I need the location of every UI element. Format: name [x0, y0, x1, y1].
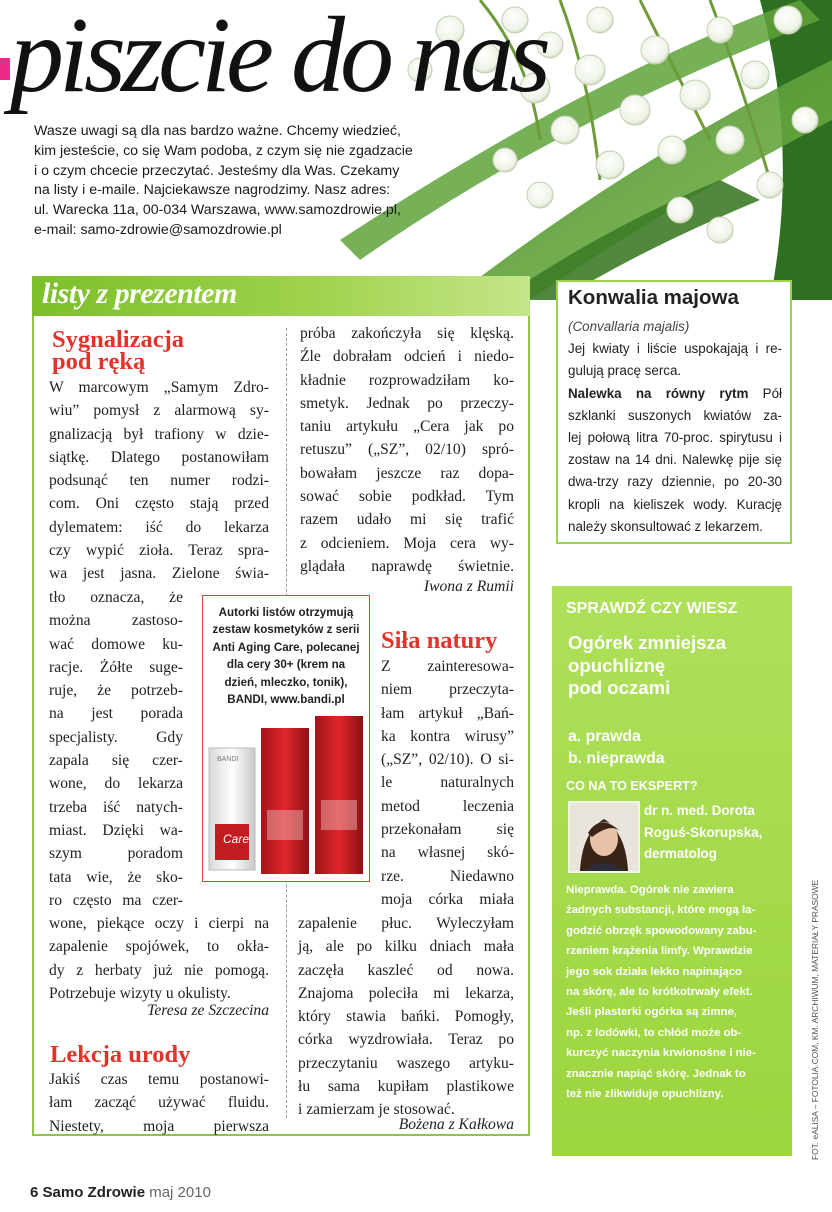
- letters-banner-title: listy z prezentem: [42, 277, 237, 310]
- body-line: Potrzebuje wizyty u okulisty.: [49, 984, 231, 1002]
- body-line: przekonałam się: [381, 821, 514, 839]
- body-line: szym poradom: [49, 845, 183, 863]
- body-line: miast. Dzięki wa-: [49, 821, 183, 839]
- body-line: czy wypić zioła. Teraz spra-: [49, 542, 269, 560]
- body-line: na jest porada: [49, 705, 183, 723]
- body-line: ruje, że potrzeb-: [49, 682, 183, 700]
- quiz-box: [552, 586, 792, 1156]
- recipe-line: Pół: [762, 385, 782, 401]
- body-line: specjalisty. Gdy: [49, 728, 183, 746]
- issue-date: maj 2010: [149, 1184, 211, 1201]
- body-line: Znajoma poleciła mi lekarza,: [298, 984, 514, 1002]
- prize-caption: [209, 604, 363, 708]
- body-line: le naturalnych: [381, 774, 514, 792]
- answer-line: Nieprawda. Ogórek nie zawiera: [566, 884, 734, 896]
- body-line: wone, do lekarza: [49, 775, 183, 793]
- answer-line: żadnych substancji, które mogą ła-: [566, 904, 756, 917]
- recipe-line: dwa-trzy razy dziennie, po 20-30: [568, 474, 782, 490]
- body-line: wone, piekące oczy i cierpi na: [49, 915, 269, 932]
- body-line: który stawia bańki. Pomogły,: [298, 1008, 514, 1026]
- body-line: dy z herbaty już nie pomogą.: [49, 961, 269, 979]
- body-line: sować sobie podkład. Tym: [300, 488, 514, 506]
- intro-line: Wasze uwagi są dla nas bardzo ważne. Chcemy wiedzieć,: [34, 123, 401, 139]
- body-line: kładnie rozprowadziłam ko-: [300, 371, 514, 389]
- recipe-first-line: [568, 383, 782, 405]
- body-line: na własnej skó-: [381, 844, 514, 862]
- body-line: rze. Niedawno: [381, 867, 514, 885]
- expert-photo: [568, 801, 640, 873]
- body-line: można zastoso-: [49, 612, 183, 630]
- body-line: racje. Żółte suge-: [49, 658, 183, 676]
- body-line: ka kontra wirusy”: [381, 727, 514, 745]
- recipe-line: kropli na kieliszek wody. Kurację: [568, 496, 782, 512]
- quiz-question-line: pod oczami: [568, 677, 671, 698]
- body-line: zapalenie płuc. Wyleczyłam: [298, 915, 514, 932]
- letter2-signature: Iwona z Rumii: [423, 578, 514, 595]
- letter2-body: [49, 1068, 269, 1138]
- prize-caption-line: BANDI, www.bandi.pl: [227, 693, 345, 707]
- body-line: ją, ale po kilku dniach mała: [298, 938, 514, 956]
- body-line: tata wie, że sko-: [49, 868, 183, 886]
- letter1-title-line: Sygnalizacja: [52, 326, 185, 353]
- body-line: taniu artykułu „Cera jak po: [300, 418, 514, 436]
- body-line: gnalizacją był trafiony w dzie-: [49, 425, 269, 443]
- prize-box: [202, 595, 370, 882]
- plant-latin-name: (Convallaria majalis): [568, 319, 690, 334]
- letter1-title-line: pod ręką: [52, 348, 146, 375]
- recipe-line: lej połową litra 70-proc. spirytusu i: [568, 430, 782, 446]
- body-line: Jakiś czas temu postanowi-: [49, 1071, 269, 1088]
- body-line: i zamierzam je stosować.: [298, 1101, 455, 1119]
- answer-line: godzić obrzęk spowodowany zabu-: [566, 924, 757, 937]
- body-line: smetyk. Jednak po przeczy-: [300, 394, 514, 412]
- body-line: siątkę. Dlatego postanowiłam: [49, 448, 269, 466]
- quiz-option-b: b. nieprawda: [568, 750, 665, 767]
- body-line: Z zainteresowa-: [381, 658, 514, 675]
- answer-line: też nie zlikwiduje opuchlizny.: [566, 1088, 724, 1101]
- body-line: przeczytaniu waszego artyku-: [298, 1054, 514, 1072]
- answer-line: rzeniem krążenia limfy. Wprawdzie: [566, 945, 753, 958]
- letter1-title: [52, 326, 267, 375]
- answer-line: np. z lodówki, to chłód może ob-: [566, 1026, 742, 1039]
- recipe-line: zostaw na 14 dni. Nalewkę pije się: [568, 452, 782, 468]
- quiz-title: SPRAWDŹ CZY WIESZ: [566, 600, 738, 617]
- quiz-question-line: Ogórek zmniejsza: [568, 632, 727, 653]
- body-line: wa jest jasna. Zielone świa-: [49, 565, 269, 583]
- body-line: metod leczenia: [381, 797, 514, 815]
- body-line: z odcieniem. Moja cera wy-: [300, 534, 514, 552]
- plant-title: Konwalia majowa: [568, 286, 739, 309]
- prize-caption-line: Anti Aging Care, polecanej: [212, 640, 360, 654]
- body-line: podsunąć ten numer rodzi-: [49, 472, 269, 490]
- body-line: zapalenie spojówek, to okła-: [49, 938, 269, 956]
- plant-text: [568, 316, 782, 538]
- body-line: wać domowe ku-: [49, 635, 183, 653]
- letter1-body-narrow: [49, 586, 183, 912]
- answer-line: znacznie napiąć skórę. Jednak to: [566, 1067, 746, 1080]
- expert-header: CO NA TO EKSPERT?: [566, 779, 698, 793]
- page-number: 6: [30, 1184, 39, 1201]
- recipe-lead: Nalewka na równy rytm: [568, 385, 749, 401]
- body-line: bowałam jeszcze raz dopa-: [300, 464, 514, 482]
- intro-line: ul. Warecka 11a, 00-034 Warszawa, www.samozdrowie.pl,: [34, 202, 401, 219]
- letter3-body: [298, 912, 514, 1122]
- body-line: wiu” pomysł z alarmową sy-: [49, 402, 269, 420]
- answer-line: kurczyć naczynia krwionośne i nie-: [566, 1047, 756, 1060]
- prize-caption-line: dla cery 30+ (krem na: [226, 658, 346, 672]
- body-line: moja córka miała: [381, 890, 514, 908]
- quiz-question: [568, 632, 726, 700]
- body-line: próba zakończyła się klęską.: [300, 325, 514, 342]
- answer-line: Jeśli plasterki ogórka są zimne,: [566, 1006, 737, 1019]
- expert-name-line: dr n. med. Dorota: [644, 803, 755, 818]
- plant-desc-line: Jej kwiaty i liście uspokajają i re-: [568, 341, 782, 357]
- letter2-continuation: [300, 322, 514, 578]
- body-line: zaczęła kaszleć od nowa.: [298, 961, 514, 979]
- quiz-question-line: opuchliznę: [568, 654, 666, 676]
- body-line: ro często ma czer-: [49, 891, 183, 909]
- body-line: com. Oni często stają przed: [49, 495, 269, 513]
- expert-name-line: dermatolog: [644, 846, 717, 861]
- product-line-label: Care: [223, 832, 250, 846]
- body-line: dylematem: iść do lekarza: [49, 518, 269, 536]
- body-line: zapala się czer-: [49, 752, 183, 770]
- body-line: Niestety, moja pierwsza: [49, 1117, 269, 1135]
- intro-paragraph: [34, 122, 484, 241]
- body-line: łam zacząć używać fluidu.: [49, 1094, 269, 1112]
- body-line: Źle dobrałam odcień i niedo-: [300, 348, 514, 366]
- plant-info-box: [556, 280, 792, 544]
- recipe-line: szklanki suszonych kwiatów za-: [568, 407, 782, 423]
- answer-line: jego sok działa lekko napinająco: [566, 965, 742, 978]
- letter3-body-narrow: [381, 655, 514, 911]
- body-line: retuszu” („SZ”, 02/10) spró-: [300, 441, 514, 459]
- body-line: łam artykuł „Bań-: [381, 704, 514, 722]
- letters-banner: [32, 276, 530, 316]
- expert-answer: [566, 880, 776, 1104]
- body-line: W marcowym „Samym Zdro-: [49, 379, 269, 396]
- body-line: („SZ”, 02/10). O si-: [381, 751, 514, 769]
- section-color-mark: [0, 58, 10, 80]
- product-brand: BANDI: [217, 756, 239, 763]
- intro-line: e-mail: samo-zdrowie@samozdrowie.pl: [34, 221, 282, 238]
- expert-portrait: [570, 803, 638, 871]
- magazine-name: Samo Zdrowie: [42, 1184, 146, 1201]
- body-line: łu sama kupiłam plastikowe: [298, 1078, 514, 1096]
- intro-line: kim jesteście, co się Wam podoba, z czym się nie zgadzacie: [34, 142, 413, 159]
- letter1-body: [49, 376, 269, 586]
- letter3-signature: Bożena z Kałkowa: [398, 1116, 514, 1133]
- cosmetics-product-photo: [207, 714, 367, 879]
- quiz-option-a: a. prawda: [568, 728, 641, 745]
- prize-caption-line: Autorki listów otrzymują: [218, 606, 354, 619]
- prize-caption-line: zestaw kosmetyków z serii: [212, 623, 360, 637]
- expert-name-line: Roguś-Skorupska,: [644, 824, 763, 840]
- body-line: tło oznacza, że: [49, 589, 183, 606]
- letter1-body-end: [49, 912, 269, 1005]
- recipe-line: należy skonsultować z lekarzem.: [568, 518, 763, 534]
- body-line: niem przeczyta-: [381, 681, 514, 699]
- answer-line: na skórę, ale to krótkotrwały efekt.: [566, 986, 753, 999]
- intro-line: na listy i e-maile. Najciekawsze nagrodzimy. Nasz adres:: [34, 182, 391, 199]
- expert-name: [644, 800, 762, 865]
- section-title: piszcie do nas: [10, 0, 546, 115]
- body-line: trzeba iść natych-: [49, 798, 183, 816]
- body-line: glądała naprawdę świetnie.: [300, 557, 514, 575]
- page-footer: [30, 1184, 211, 1201]
- intro-line: i o czym chcecie przeczytać. Jesteśmy dla Was. Czekamy: [34, 162, 400, 179]
- letter2-title: Lekcja urody: [50, 1041, 191, 1068]
- letter3-title: Siła natury: [381, 627, 498, 654]
- body-line: razem udało mi się trafić: [300, 511, 514, 529]
- plant-desc-line: gulują pracę serca.: [568, 363, 682, 379]
- letter1-signature: Teresa ze Szczecina: [147, 1002, 269, 1019]
- prize-caption-line: dzień, mleczko, tonik),: [224, 675, 348, 689]
- body-line: córka wyzdrowiała. Teraz po: [298, 1031, 514, 1049]
- photo-credits: FOT. eALISA – FOTOLIA.COM, KM. ARCHIWUM, MATERIAŁY PRASOWE: [810, 879, 820, 1160]
